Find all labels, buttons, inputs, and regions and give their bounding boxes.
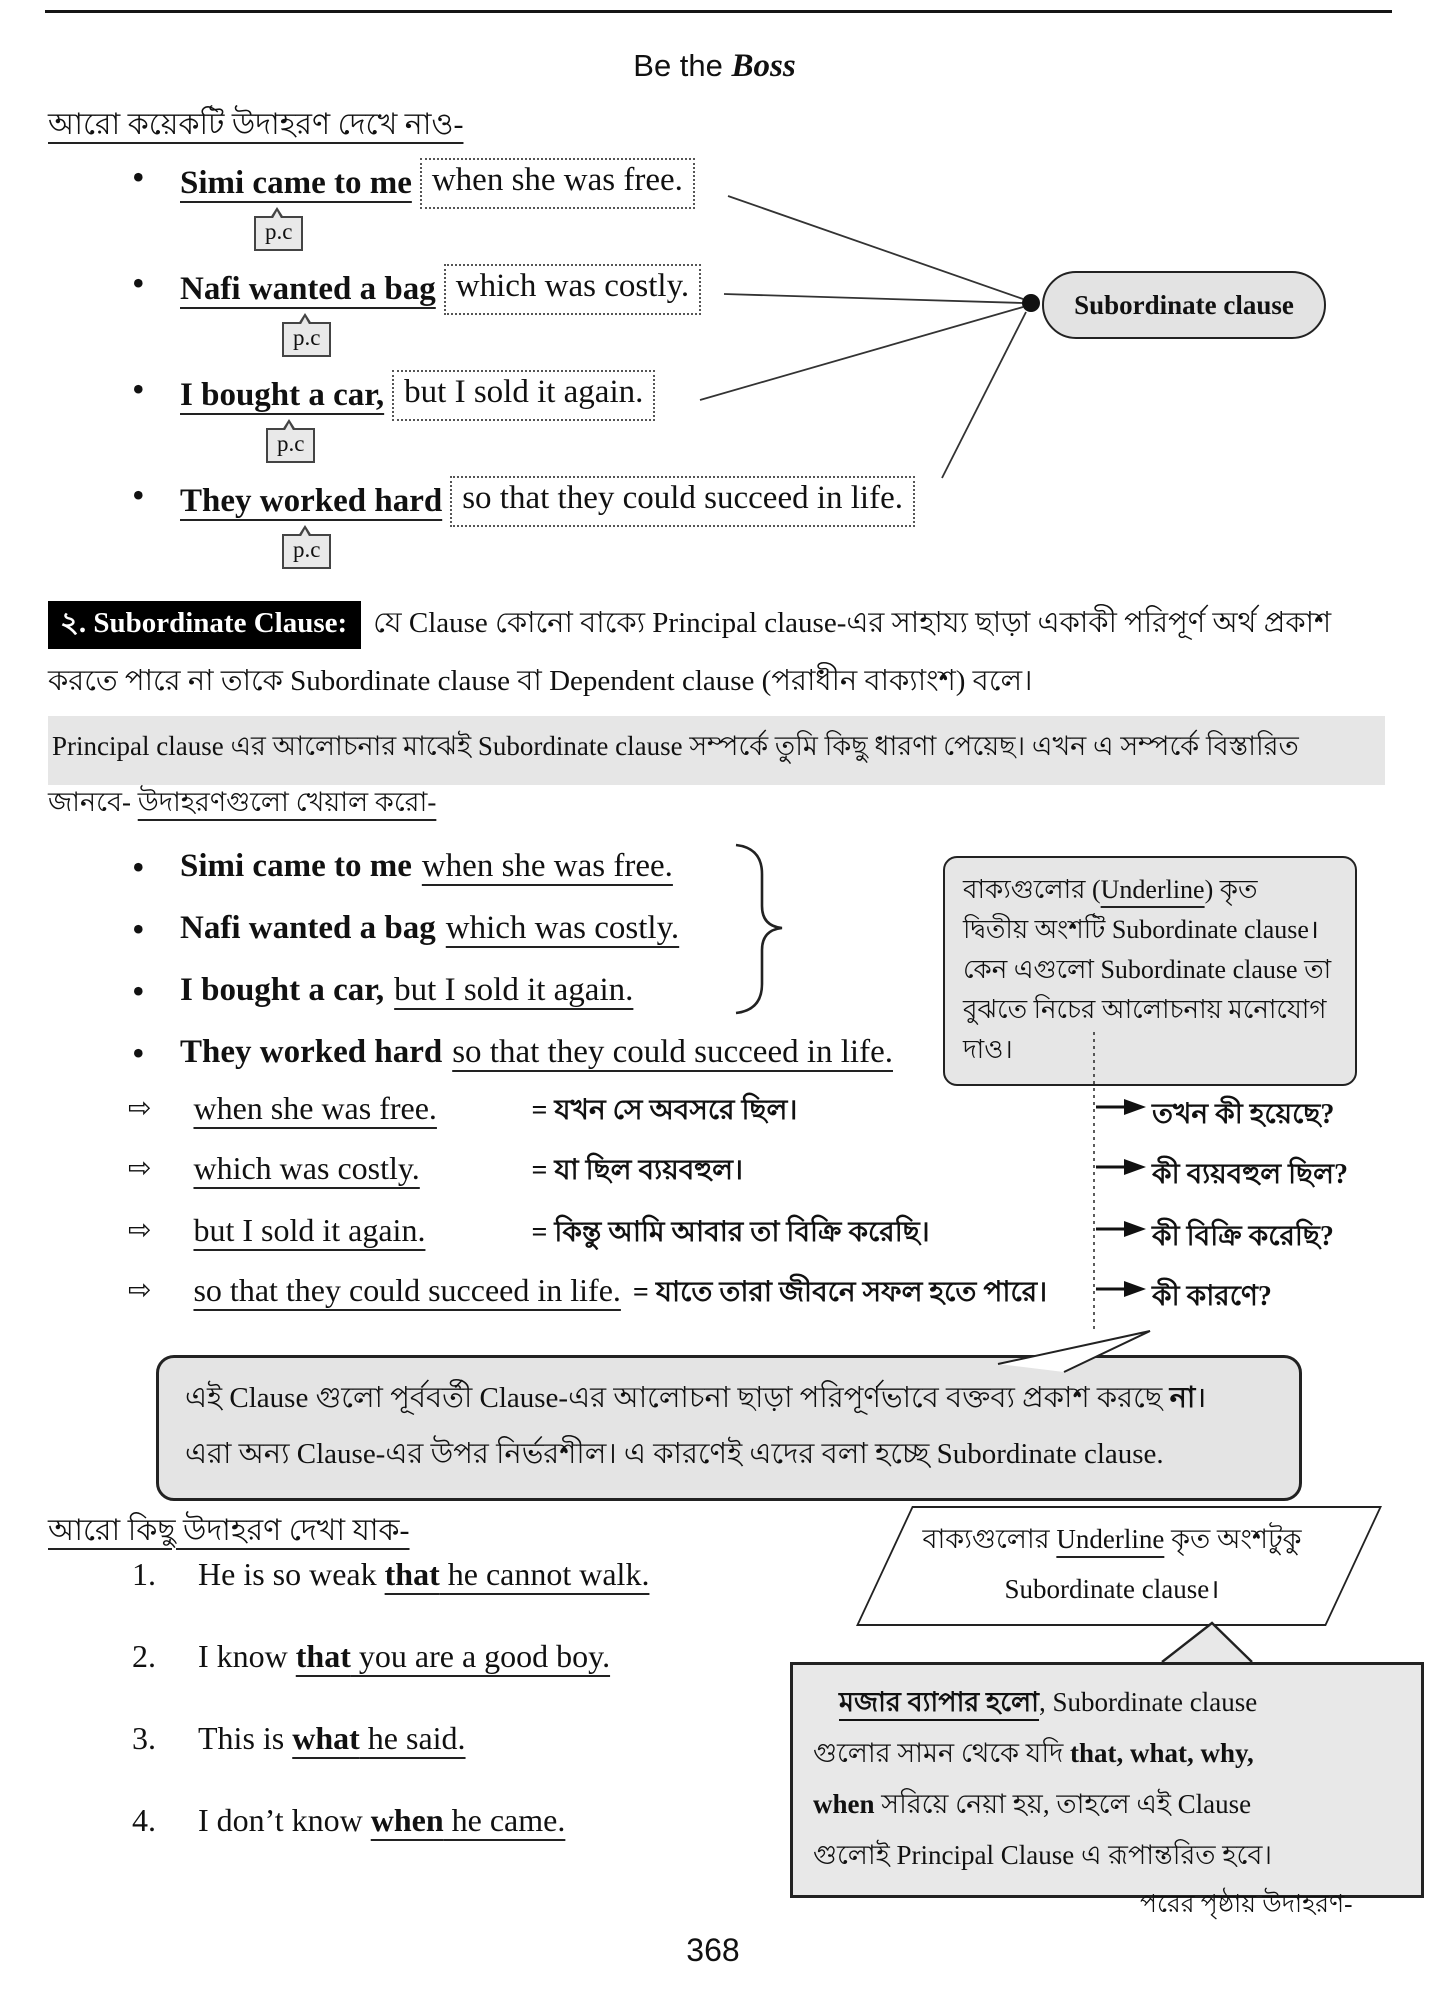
bridge-paragraph-highlighted: Principal clause এর আলোচনার মাঝেই Subordinate clause সম্পর্কে তুমি কিছু ধারণা পেয়েছ। এখন এ সম্পর্কে বিস্তারিত bbox=[48, 716, 1385, 785]
principal-clause-text: • They worked hard bbox=[180, 483, 443, 519]
example-number: 3. bbox=[132, 1720, 156, 1756]
subordinate-clause-text: when she was free. bbox=[421, 848, 673, 884]
clause-pointer-dot bbox=[1022, 294, 1040, 312]
example1-item bbox=[128, 370, 655, 421]
analysis-question: কী কারণে? bbox=[1152, 1281, 1272, 1312]
definition-paragraph bbox=[48, 594, 1388, 710]
example2-item bbox=[128, 848, 673, 885]
example2-item bbox=[128, 972, 633, 1009]
emphasis-word: না bbox=[1169, 1382, 1196, 1414]
keyword: when bbox=[813, 1789, 875, 1819]
subordinate-clause-text: but I sold it again. bbox=[394, 972, 634, 1008]
example-sentence: I know that you are a good boy. bbox=[198, 1638, 611, 1674]
analysis-clause: ⇨ when she was free. bbox=[193, 1090, 437, 1126]
fun-fact-line-2: গুলোর সামন থেকে যদি that, what, why, bbox=[813, 1738, 1254, 1768]
footer-note: পরের পৃষ্ঠায় উদাহরণ- bbox=[1140, 1891, 1353, 1918]
analysis-clause: ⇨ so that they could succeed in life. bbox=[193, 1272, 621, 1308]
analysis-meaning: = যা ছিল ব্যয়বহুল। bbox=[531, 1155, 744, 1186]
note-line-1: বাক্যগুলোর (Underline) কৃত bbox=[963, 875, 1258, 904]
right-arrow-icon bbox=[1096, 1281, 1146, 1297]
analysis-question: কী বিক্রি করেছি? bbox=[1152, 1221, 1334, 1252]
principal-clause-text: • I bought a car, bbox=[180, 377, 385, 413]
numbered-example bbox=[132, 1556, 649, 1593]
example-sentence: This is what he said. bbox=[198, 1720, 466, 1756]
connector-line bbox=[724, 294, 1023, 303]
principal-clause-text: • Nafi wanted a bag bbox=[180, 271, 436, 307]
analysis-clause: ⇨ but I sold it again. bbox=[193, 1212, 426, 1248]
conclusion-line-2: এরা অন্য Clause-এর উপর নির্ভরশীল। এ কারণেই এদের বলা হচ্ছে Subordinate clause. bbox=[185, 1438, 1164, 1470]
analysis-meaning: = যখন সে অবসরে ছিল। bbox=[531, 1095, 798, 1126]
example2-item bbox=[128, 1034, 893, 1071]
example-number: 1. bbox=[132, 1556, 156, 1592]
principal-clause-text: • Simi came to me bbox=[180, 165, 412, 201]
keyword: that bbox=[295, 1638, 351, 1674]
principal-clause-text: Nafi wanted a bag bbox=[180, 910, 436, 946]
page-number: 368 bbox=[686, 1932, 740, 1968]
bridge-underlined: উদাহরণগুলো খেয়াল করো- bbox=[137, 787, 437, 817]
connector-line bbox=[728, 196, 1023, 299]
bridge-prefix: জানবে- bbox=[48, 787, 138, 817]
definition-body: যে Clause কোনো বাক্যে Principal clause-এর সাহায্য ছাড়া একাকী পরিপূর্ণ অর্থ প্রকাশ করতে পারে না তাকে Subordinate clause বা Dependent clause (পরাধীন বাক্যাংশ) বলে। bbox=[48, 607, 1332, 697]
underline-word: Underline bbox=[1056, 1524, 1165, 1554]
numbered-example bbox=[132, 1720, 466, 1757]
conclusion-speech-box bbox=[156, 1355, 1302, 1501]
example1-item bbox=[128, 476, 915, 527]
principal-clause-text: They worked hard bbox=[180, 1034, 443, 1070]
analysis-meaning: = যাতে তারা জীবনে সফল হতে পারে। bbox=[632, 1277, 1048, 1308]
keyword: what bbox=[292, 1720, 360, 1756]
right-arrow-icon bbox=[1096, 1159, 1146, 1175]
subordinate-clause-box: when she was free. bbox=[420, 158, 695, 209]
definition-heading: ২. Subordinate Clause: bbox=[48, 601, 361, 649]
example-number: 4. bbox=[132, 1802, 156, 1838]
example-sentence: He is so weak that he cannot walk. bbox=[198, 1556, 650, 1592]
intro-line-1: আরো কয়েকটি উদাহরণ দেখে নাও- bbox=[48, 108, 464, 141]
numbered-example bbox=[132, 1802, 565, 1839]
right-arrow-icon bbox=[1096, 1099, 1146, 1115]
page-title-prefix: Be the bbox=[633, 48, 732, 83]
pc-tag: p.c bbox=[282, 534, 331, 569]
example-number: 2. bbox=[132, 1638, 156, 1674]
analysis-question: কী ব্যয়বহুল ছিল? bbox=[1152, 1159, 1348, 1190]
conclusion-line-1: এই Clause গুলো পূর্ববর্তী Clause-এর আলোচনা ছাড়া পরিপূর্ণভাবে বক্তব্য প্রকাশ করছে না। bbox=[185, 1382, 1207, 1414]
curly-brace-icon bbox=[736, 845, 782, 1013]
intro-line-2: আরো কিছু উদাহরণ দেখা যাক- bbox=[48, 1514, 410, 1547]
analysis-row bbox=[128, 1088, 797, 1135]
note-line-4: বুঝতে নিচের আলোচনায় মনোযোগ দাও। bbox=[963, 995, 1327, 1064]
subordinate-clause-text: which was costly. bbox=[445, 910, 680, 946]
principal-clause-text: Simi came to me bbox=[180, 848, 412, 884]
right-arrow-icon bbox=[1096, 1221, 1146, 1237]
analysis-clause: ⇨ which was costly. bbox=[193, 1150, 420, 1186]
keyword: that bbox=[384, 1556, 440, 1592]
subordinate-clause-box: which was costly. bbox=[444, 264, 701, 315]
page-title bbox=[0, 48, 1429, 85]
keyword-list: that, what, why, bbox=[1070, 1738, 1254, 1768]
analysis-row bbox=[128, 1210, 930, 1257]
top-rule bbox=[45, 10, 1392, 13]
connector-line bbox=[700, 307, 1023, 400]
example-sentence: I don’t know when he came. bbox=[198, 1802, 566, 1838]
analysis-row bbox=[128, 1148, 743, 1195]
fun-fact-box bbox=[790, 1662, 1424, 1898]
analysis-meaning: = কিন্তু আমি আবার তা বিক্রি করেছি। bbox=[531, 1217, 930, 1248]
parallelogram-note bbox=[862, 1514, 1362, 1614]
example2-item bbox=[128, 910, 679, 947]
fun-fact-line-4: গুলোই Principal Clause এ রূপান্তরিত হবে। bbox=[813, 1840, 1273, 1870]
parallelogram-line-1: বাক্যগুলোর Underline কৃত অংশটুকু bbox=[922, 1524, 1302, 1554]
analysis-row bbox=[128, 1270, 1047, 1317]
underline-note-box bbox=[943, 856, 1357, 1086]
note-line-3: কেন এগুলো Subordinate clause তা bbox=[963, 955, 1332, 984]
example1-item bbox=[128, 264, 701, 315]
fun-fact-line-1: মজার ব্যাপার হলো, Subordinate clause bbox=[839, 1687, 1258, 1717]
example1-item bbox=[128, 158, 695, 209]
subordinate-clause-bubble: Subordinate clause bbox=[1042, 271, 1326, 339]
bridge-paragraph-rest bbox=[48, 782, 436, 827]
fun-fact-line-3: when সরিয়ে নেয়া হয়, তাহলে এই Clause bbox=[813, 1789, 1252, 1819]
pc-tag: p.c bbox=[282, 322, 331, 357]
box-tail bbox=[1162, 1623, 1252, 1662]
underline-word: Underline bbox=[1100, 875, 1205, 904]
numbered-example bbox=[132, 1638, 610, 1675]
connector-line bbox=[942, 312, 1026, 478]
note-line-2: দ্বিতীয় অংশটি Subordinate clause। bbox=[963, 915, 1319, 944]
parallelogram-line-2: Subordinate clause। bbox=[1004, 1574, 1220, 1604]
subordinate-clause-text: so that they could succeed in life. bbox=[452, 1034, 893, 1070]
subordinate-clause-box: but I sold it again. bbox=[392, 370, 655, 421]
pc-tag: p.c bbox=[254, 216, 303, 251]
analysis-question: তখন কী হয়েছে? bbox=[1152, 1099, 1335, 1130]
page-title-accent: Boss bbox=[731, 48, 796, 84]
keyword: when bbox=[370, 1802, 444, 1838]
principal-clause-text: I bought a car, bbox=[180, 972, 385, 1008]
pc-tag: p.c bbox=[266, 428, 315, 463]
subordinate-clause-box: so that they could succeed in life. bbox=[450, 476, 915, 527]
